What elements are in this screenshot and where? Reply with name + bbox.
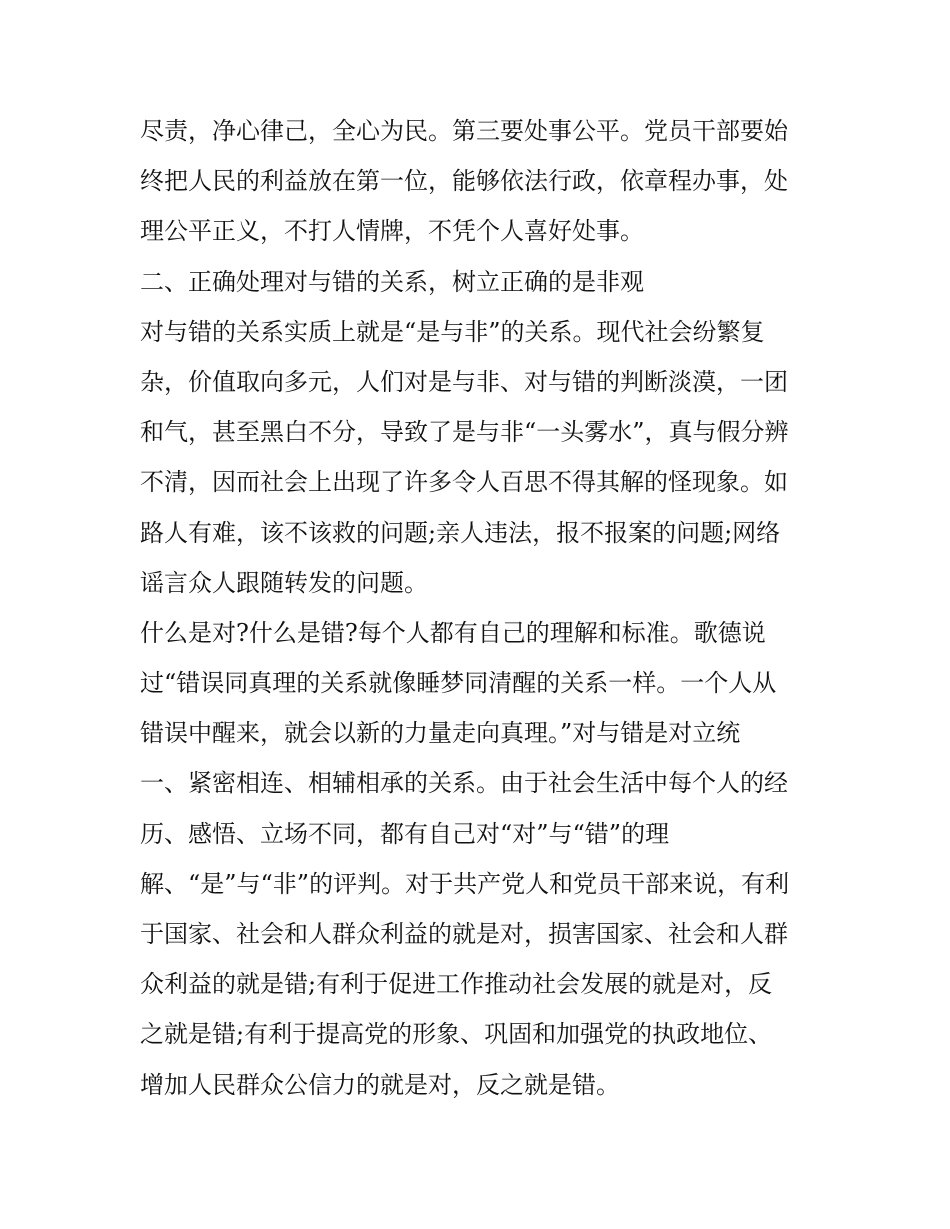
text-line: 之就是错;有利于提高党的形象、巩固和加强党的执政地位、 xyxy=(140,1020,773,1049)
text-line: 终把人民的利益放在第一位，能够依法行政，依章程办事，处 xyxy=(140,167,788,196)
text-line: 错误中醒来，就会以新的力量走向真理。”对与错是对立统 xyxy=(140,719,741,748)
section-heading: 二、正确处理对与错的关系，树立正确的是非观 xyxy=(140,267,644,296)
text-line: 理公平正义，不打人情牌，不凭个人喜好处事。 xyxy=(140,217,644,246)
text-line: 众利益的就是错;有利于促进工作推动社会发展的就是对，反 xyxy=(140,970,773,999)
text-line: 解、“是”与“非”的评判。对于共产党人和党员干部来说，有利 xyxy=(140,869,790,898)
text-line: 于国家、社会和人群众利益的就是对，损害国家、社会和人群 xyxy=(140,920,788,948)
text-line: 杂，价值取向多元，人们对是与非、对与错的判断淡漠，一团 xyxy=(140,367,788,396)
text-line: 不清，因而社会上出现了许多令人百思不得其解的怪现象。如 xyxy=(140,468,788,497)
text-line: 一、紧密相连、相辅相承的关系。由于社会生活中每个人的经 xyxy=(140,769,788,798)
text-line: 什么是对?什么是错?每个人都有自己的理解和标准。歌德说 xyxy=(140,618,766,647)
text-line: 路人有难，该不该救的问题;亲人违法，报不报案的问题;网络 xyxy=(140,518,781,547)
text-line: 过“错误同真理的关系就像睡梦同清醒的关系一样。一个人从 xyxy=(140,669,777,698)
text-line: 历、感悟、立场不同，都有自己对“对”与“错”的理 xyxy=(140,819,670,848)
text-line: 增加人民群众公信力的就是对，反之就是错。 xyxy=(140,1070,620,1099)
text-line: 尽责，净心律己，全心为民。第三要处事公平。党员干部要始 xyxy=(140,117,788,145)
text-line: 对与错的关系实质上就是“是与非”的关系。现代社会纷繁复 xyxy=(140,317,765,346)
text-line: 和气，甚至黑白不分，导致了是与非“一头雾水”，真与假分辨 xyxy=(140,418,789,447)
body-text xyxy=(140,106,830,1110)
text-line: 谣言众人跟随转发的问题。 xyxy=(140,568,428,597)
